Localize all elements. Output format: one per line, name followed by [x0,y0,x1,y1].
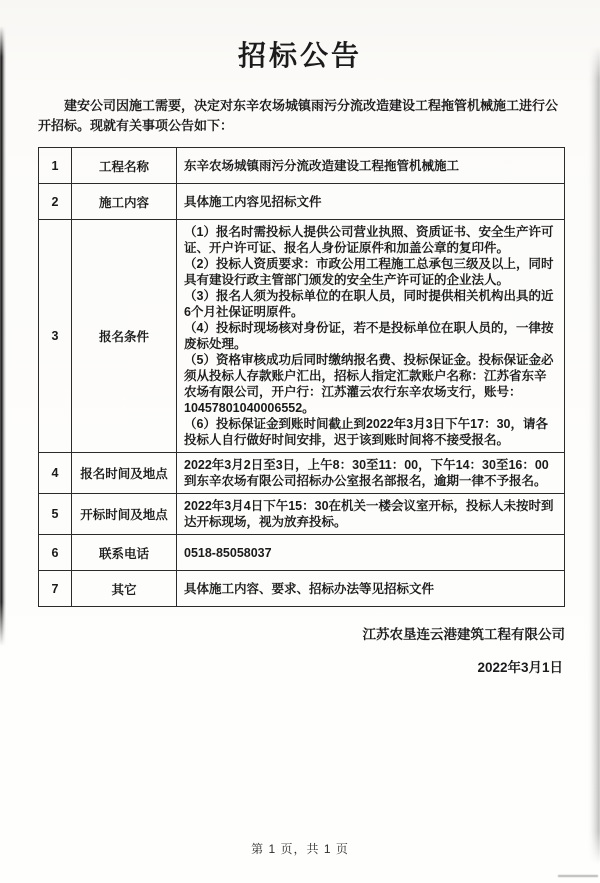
row-label: 报名条件 [72,220,177,453]
table-row [39,148,565,184]
row-content [177,571,565,607]
intro-paragraph: 建安公司因施工需要，决定对东辛农场城镇雨污分流改造建设工程拖管机械施工进行公开招标。现就有关事项公告如下： [38,98,559,134]
row-number: 7 [39,571,72,607]
table-row [39,184,565,220]
page-footer: 第 1 页，共 1 页 [251,842,349,856]
row-number: 5 [39,494,72,535]
table-row [39,220,565,453]
content-paragraph: 具体施工内容、要求、招标办法等见招标文件 [184,581,435,596]
scan-artifact-right-band [588,46,600,864]
table-row [39,535,565,571]
scan-artifact-bottom-edge [558,875,598,877]
content-paragraph: 2022年3月4日下午15：30在机关一楼会议室开标，投标人未按时到达开标现场，视为放弃投标。 [184,499,554,530]
row-number: 1 [39,148,72,184]
announcement-table [38,147,565,607]
content-paragraph: （4）投标时现场核对身份证，若不是投标单位在职人员的，一律按废标处理。 [184,321,554,352]
content-paragraph: 2022年3月2日至3日，上午8：30至11：00，下午14：30至16：00到东辛农场有限公司招标办公室报名部报名，逾期一律不予报名。 [184,458,549,489]
content-paragraph: 0518-85058037 [184,545,272,560]
table-row [39,571,565,607]
row-number: 2 [39,184,72,220]
row-content [177,535,565,571]
issue-date: 2022年3月1日 [477,660,563,676]
table-row [39,494,565,535]
content-paragraph: （5）资格审核成功后同时缴纳报名费、投标保证金。投标保证金必须从投标人存款账户汇出，招标人指定汇款账户名称：江苏省东辛农场有限公司，开户行：江苏灌云农行东辛农场支行，账号：10457801040006552。 [184,353,554,416]
row-label: 报名时间及地点 [72,453,177,494]
row-number: 3 [39,220,72,453]
issuer-signature: 江苏农垦连云港建筑工程有限公司 [362,627,565,643]
row-number: 4 [39,453,72,494]
row-content [177,453,565,494]
content-paragraph: 东辛农场城镇雨污分流改造建设工程拖管机械施工 [184,158,460,173]
row-label: 施工内容 [72,184,177,220]
row-label: 其它 [72,571,177,607]
row-content [177,494,565,535]
scan-artifact-left-streak [0,26,6,646]
table-row [39,453,565,494]
content-paragraph: （2）投标人资质要求：市政公用工程施工总承包三级及以上，同时具有建设行政主管部门颁发的安全生产许可证的企业法人。 [184,257,554,288]
row-content [177,184,565,220]
page-title: 招标公告 [237,40,362,71]
content-paragraph: （3）报名人须为投标单位的在职人员，同时提供相关机构出具的近6个月社保证明原件。 [184,289,554,320]
content-paragraph: （1）报名时需投标人提供公司营业执照、资质证书、安全生产许可证、开户许可证、报名人身份证原件和加盖公章的复印件。 [184,225,554,256]
row-label: 联系电话 [72,535,177,571]
content-paragraph: （6）投标保证金到账时间截止到2022年3月3日下午17：30，请各投标人自行做好时间安排，迟于该到账时间将不接受报名。 [184,417,548,448]
content-paragraph: 具体施工内容见招标文件 [184,194,322,209]
row-label: 工程名称 [72,148,177,184]
row-content [177,148,565,184]
row-label: 开标时间及地点 [72,494,177,535]
table-body [39,148,565,607]
row-content [177,220,565,453]
row-number: 6 [39,535,72,571]
